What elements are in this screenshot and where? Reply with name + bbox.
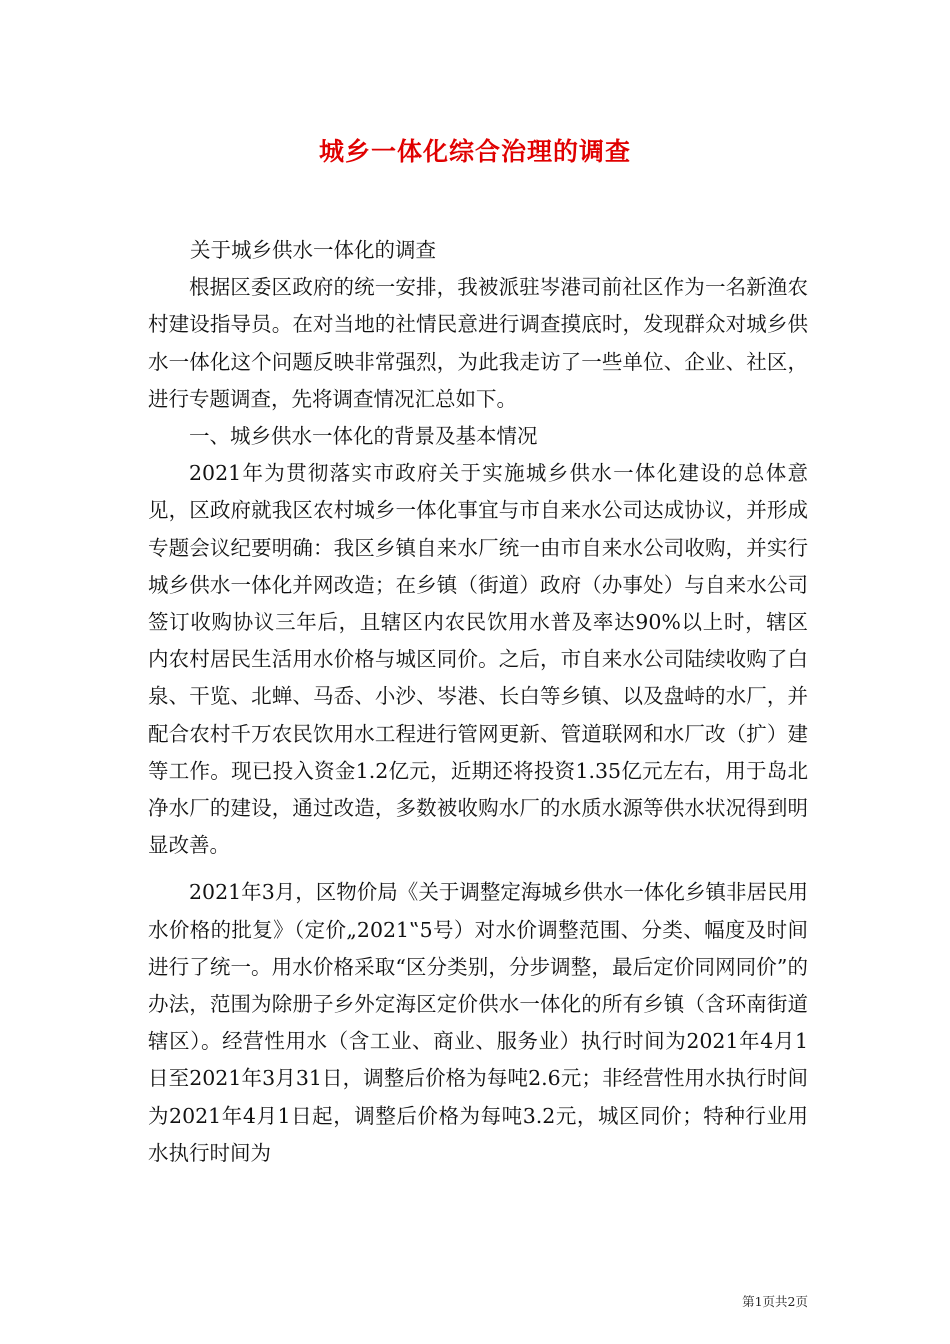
section-heading-1: 一、城乡供水一体化的背景及基本情况 (189, 424, 538, 449)
paragraph-pricing: 2021年3月，区物价局《关于调整定海城乡供水一体化乡镇非居民用水价格的批复》（定价„2021‟5号）对水价调整范围、分类、幅度及时间进行了统一。用水价格采取“区分类别，分步调整，最后定价同网同价”的办法，范围为除册子乡外定海区定价供水一体化的所有乡镇（含环南街道辖区）。经营性用水（含工业、商业、服务业）执行时间为2021年4月1日至2021年3月31日，调整后价格为每吨2.6元；非经营性用水执行时间为2021年4月1日起，调整后价格为每吨3.2元，城区同价；特种行业用水执行时间为 (148, 880, 808, 1165)
document-body (148, 232, 808, 1172)
section-heading: 关于城乡供水一体化的调查 (190, 238, 436, 262)
paragraph-background: 2021年为贯彻落实市政府关于实施城乡供水一体化建设的总体意见，区政府就我区农村城乡一体化事宜与市自来水公司达成协议，并形成专题会议纪要明确：我区乡镇自来水厂统一由市自来水公司收购，并实行城乡供水一体化并网改造；在乡镇（街道）政府（办事处）与自来水公司签订收购协议三年后，且辖区内农民饮用水普及率达90%以上时，辖区内农村居民生活用水价格与城区同价。之后，市自来水公司陆续收购了白泉、干览、北蝉、马岙、小沙、岑港、长白等乡镇、以及盘峙的水厂，并配合农村千万农民饮用水工程进行管网更新、管道联网和水厂改（扩）建等工作。现已投入资金1.2亿元，近期还将投资1.35亿元左右，用于岛北净水厂的建设，通过改造，多数被收购水厂的水质水源等供水状况得到明显改善。 (148, 461, 808, 858)
paragraph-gap (148, 864, 808, 874)
paragraph-intro: 根据区委区政府的统一安排，我被派驻岑港司前社区作为一名新渔农村建设指导员。在对当地的社情民意进行调查摸底时，发现群众对城乡供水一体化这个问题反映非常强烈，为此我走访了一些单位、企业、社区，进行专题调查，先将调查情况汇总如下。 (148, 275, 808, 411)
page-number: 第1页共2页 (742, 1294, 808, 1309)
document-title: 城乡一体化综合治理的调查 (318, 137, 631, 166)
